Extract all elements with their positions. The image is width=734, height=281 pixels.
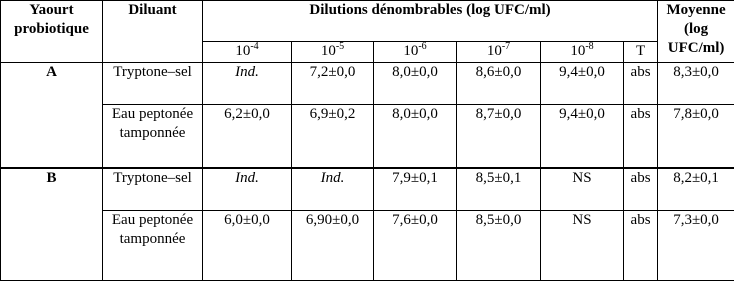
value-cell: 8,0±0,0 bbox=[374, 63, 457, 105]
yaourt-header: Yaourt probiotique bbox=[1, 1, 103, 63]
dilution-base: 10 bbox=[235, 43, 251, 59]
value-cell: abs bbox=[624, 105, 658, 169]
dilution-base: 10 bbox=[570, 43, 586, 59]
value-cell: Ind. bbox=[203, 63, 292, 105]
value-cell: 6,2±0,0 bbox=[203, 105, 292, 169]
dilution-column-header bbox=[374, 42, 457, 63]
dilution-column-header bbox=[541, 42, 624, 63]
dilution-base: 10 bbox=[403, 43, 419, 59]
dilution-column-header bbox=[457, 42, 541, 63]
value-cell: abs bbox=[624, 211, 658, 281]
value-cell: 8,7±0,0 bbox=[457, 105, 541, 169]
dilution-base: 10 bbox=[486, 43, 502, 59]
value-cell: 8,5±0,0 bbox=[457, 211, 541, 281]
dilution-column-header bbox=[624, 42, 658, 63]
dilution-exponent: -7 bbox=[501, 41, 511, 52]
value-cell: 8,5±0,1 bbox=[457, 168, 541, 210]
dilution-base: T bbox=[635, 43, 646, 59]
dilution-column-header bbox=[203, 42, 292, 63]
value-cell: 8,0±0,0 bbox=[374, 105, 457, 169]
diluant-cell: Tryptone–sel bbox=[103, 63, 203, 105]
table-row bbox=[1, 105, 734, 169]
moyenne-header: Moyenne (log UFC/ml) bbox=[658, 1, 734, 63]
value-cell: 9,4±0,0 bbox=[541, 63, 624, 105]
value-cell: 6,90±0,0 bbox=[292, 211, 374, 281]
value-cell: 7,6±0,0 bbox=[374, 211, 457, 281]
value-cell: 6,0±0,0 bbox=[203, 211, 292, 281]
moyenne-cell: 8,3±0,0 bbox=[658, 63, 734, 105]
value-cell: NS bbox=[541, 211, 624, 281]
dilution-exponent: -5 bbox=[335, 41, 345, 52]
value-cell: Ind. bbox=[203, 168, 292, 210]
dilution-column-header bbox=[292, 42, 374, 63]
dilution-exponent: -4 bbox=[250, 41, 259, 52]
value-cell: 7,9±0,1 bbox=[374, 168, 457, 210]
value-cell: 6,9±0,2 bbox=[292, 105, 374, 169]
moyenne-cell: 8,2±0,1 bbox=[658, 168, 734, 210]
diluant-cell: Eau peptonée tamponnée bbox=[103, 105, 203, 169]
yaourt-cell: B bbox=[1, 168, 103, 280]
diluant-cell: Eau peptonée tamponnée bbox=[103, 211, 203, 281]
value-cell: abs bbox=[624, 168, 658, 210]
table-row bbox=[1, 168, 734, 210]
diluant-header: Diluant bbox=[103, 1, 203, 63]
yaourt-cell: A bbox=[1, 63, 103, 169]
value-cell: 9,4±0,0 bbox=[541, 105, 624, 169]
value-cell: abs bbox=[624, 63, 658, 105]
value-cell: NS bbox=[541, 168, 624, 210]
table-row bbox=[1, 211, 734, 281]
table-row bbox=[1, 63, 734, 105]
dilution-exponent: -8 bbox=[585, 41, 594, 52]
moyenne-cell: 7,8±0,0 bbox=[658, 105, 734, 169]
dilution-base: 10 bbox=[320, 43, 336, 59]
value-cell: 8,6±0,0 bbox=[457, 63, 541, 105]
value-cell: Ind. bbox=[292, 168, 374, 210]
diluant-cell: Tryptone–sel bbox=[103, 168, 203, 210]
dilution-exponent: -6 bbox=[418, 41, 427, 52]
dilutions-header: Dilutions dénombrables (log UFC/ml) bbox=[203, 1, 658, 42]
value-cell: 7,2±0,0 bbox=[292, 63, 374, 105]
moyenne-cell: 7,3±0,0 bbox=[658, 211, 734, 281]
